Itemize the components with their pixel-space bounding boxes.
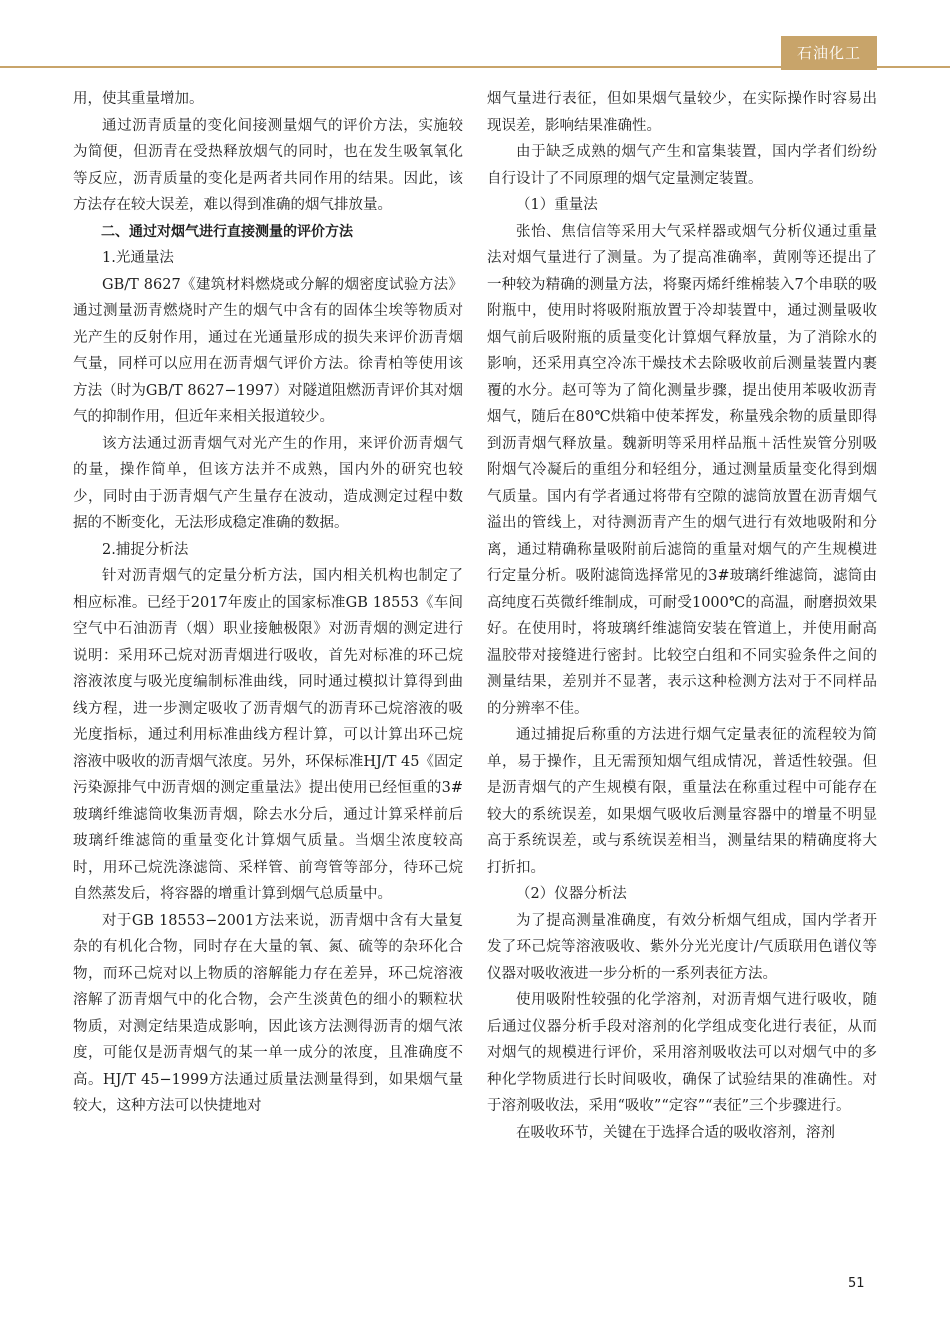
paragraph: 对于GB 18553−2001方法来说，沥青烟中含有大量复杂的有机化合物，同时存在大量的氧、氮、硫等的杂环化合物，而环己烷对以上物质的溶解能力存在差异，环己烷溶液溶解了沥青烟气中的化合物，会产生淡黄色的细小的颗粒状物质，对测定结果造成影响，因此该方法测得沥青的烟气浓度，可能仅是沥青烟气的某一单一成分的浓度，且准确度不高。HJ/T 45−1999方法通过质量法测量得到，如果烟气量较大，这种方法可以快捷地对 xyxy=(73,912,463,1114)
subsection-heading: 2.捕捉分析法 xyxy=(102,541,189,558)
paragraph: 该方法通过沥青烟气对光产生的作用，来评价沥青烟气的量，操作简单，但该方法并不成熟，国内外的研究也较少，同时由于沥青烟气产生量存在波动，造成测定过程中数据的不断变化，无法形成稳定准确的数据。 xyxy=(73,435,463,531)
paragraph: 使用吸附性较强的化学溶剂，对沥青烟气进行吸收，随后通过仪器分析手段对溶剂的化学组成变化进行表征，从而对烟气的规模进行评价，采用溶剂吸收法可以对烟气中的多种化学物质进行长时间吸收，确保了试验结果的准确性。对于溶剂吸收法，采用“吸收”“定容”“表征”三个步骤进行。 xyxy=(487,992,877,1114)
subsection-heading: 1.光通量法 xyxy=(102,250,174,266)
paragraph: 张怡、焦信信等采用大气采样器或烟气分析仪通过重量法对烟气量进行了测量。为了提高准确率，黄刚等还提出了一种较为精确的测量方法，将聚丙烯纤维棉装入7个串联的吸附瓶中，使用时将吸附瓶放置于冷却装置中，通过测量吸收烟气前后吸附瓶的质量变化计算烟气释放量，为了消除水的影响，还采用真空冷冻干燥技术去除吸收前后测量装置内裹覆的水分。赵可等为了简化测量步骤，提出使用苯吸收沥青烟气，随后在80℃烘箱中使苯挥发，称量残余物的质量即得到沥青烟气释放量。魏新明等采用样品瓶＋活性炭管分别吸附烟气冷凝后的重组分和轻组分，通过测量质量变化得到烟气质量。国内有学者通过将带有空隙的滤筒放置在沥青烟气溢出的管线上，对待测沥青产生的烟气进行有效地吸附和分离，通过精确称量吸附前后滤筒的重量对烟气的产生规模进行定量分析。吸附滤筒选择常见的3#玻璃纤维滤筒，滤筒由高纯度石英微纤维制成，可耐受1000℃的高温，耐磨损效果好。在使用时，将玻璃纤维滤筒安装在管道上，并使用耐高温胶带对接缝进行密封。比较空白组和不同实验条件之间的测量结果，差别并不显著，表示这种检测方法对于不同样品的分辨率不佳。 xyxy=(487,223,877,717)
right-column xyxy=(487,86,877,1146)
paragraph: 在吸收环节，关键在于选择合适的吸收溶剂，溶剂 xyxy=(516,1124,835,1141)
subsection-heading: （1）重量法 xyxy=(516,197,598,213)
paragraph: GB/T 8627《建筑材料燃烧或分解的烟密度试验方法》通过测量沥青燃烧时产生的烟气中含有的固体尘埃等物质对光产生的反射作用，通过在光通量形成的损失来评价沥青烟气量，同样可以应用在沥青烟气评价方法。徐青柏等使用该方法（时为GB/T 8627−1997）对隧道阻燃沥青评价其对烟气的抑制作用，但近年来相关报道较少。 xyxy=(73,276,463,425)
section-heading: 二、通过对烟气进行直接测量的评价方法 xyxy=(101,223,353,240)
paragraph: 通过捕捉后称重的方法进行烟气定量表征的流程较为简单，易于操作，且无需预知烟气组成情况，普适性较强。但是沥青烟气的产生规模有限，重量法在称重过程中可能存在较大的系统误差，如果烟气吸收后测量容器中的增量不明显高于系统误差，或与系统误差相当，测量结果的精确度将大打折扣。 xyxy=(487,727,877,876)
paragraph: 用，使其重量增加。 xyxy=(73,91,204,107)
left-column xyxy=(73,86,463,1120)
subsection-heading: （2）仪器分析法 xyxy=(516,886,627,902)
paragraph: 为了提高测量准确度，有效分析烟气组成，国内学者开发了环己烷等溶液吸收、紫外分光光度计/气质联用色谱仪等仪器对吸收液进一步分析的一系列表征方法。 xyxy=(487,912,877,982)
paragraph: 烟气量进行表征，但如果烟气量较少，在实际操作时容易出现误差，影响结果准确性。 xyxy=(487,91,877,134)
page-number: 51 xyxy=(848,1276,865,1291)
journal-section-tab: 石油化工 xyxy=(781,36,877,70)
paragraph: 针对沥青烟气的定量分析方法，国内相关机构也制定了相应标准。已经于2017年废止的国家标准GB 18553《车间空气中石油沥青（烟）职业接触极限》对沥青烟的测定进行说明：采用环己烷对沥青烟进行吸收，首先对标准的环己烷溶液浓度与吸光度编制标准曲线，同时通过模拟计算得到曲线方程，进一步测定吸收了沥青烟气的沥青环己烷溶液的吸光度指标，通过利用标准曲线方程计算，可以计算出环己烷溶液中吸收的沥青烟气浓度。另外，环保标准HJ/T 45《固定污染源排气中沥青烟的测定重量法》提出使用已经恒重的3#玻璃纤维滤筒收集沥青烟，除去水分后，通过计算采样前后玻璃纤维滤筒的重量变化计算烟气质量。当烟尘浓度较高时，用环己烷洗涤滤筒、采样管、前弯管等部分，待环己烷自然蒸发后，将容器的增重计算到烟气总质量中。 xyxy=(73,568,463,902)
paragraph: 通过沥青质量的变化间接测量烟气的评价方法，实施较为简便，但沥青在受热释放烟气的同时，也在发生吸氧氧化等反应，沥青质量的变化是两者共同作用的结果。因此，该方法存在较大误差，难以得到准确的烟气排放量。 xyxy=(73,117,463,213)
paragraph: 由于缺乏成熟的烟气产生和富集装置，国内学者们纷纷自行设计了不同原理的烟气定量测定装置。 xyxy=(487,144,877,187)
